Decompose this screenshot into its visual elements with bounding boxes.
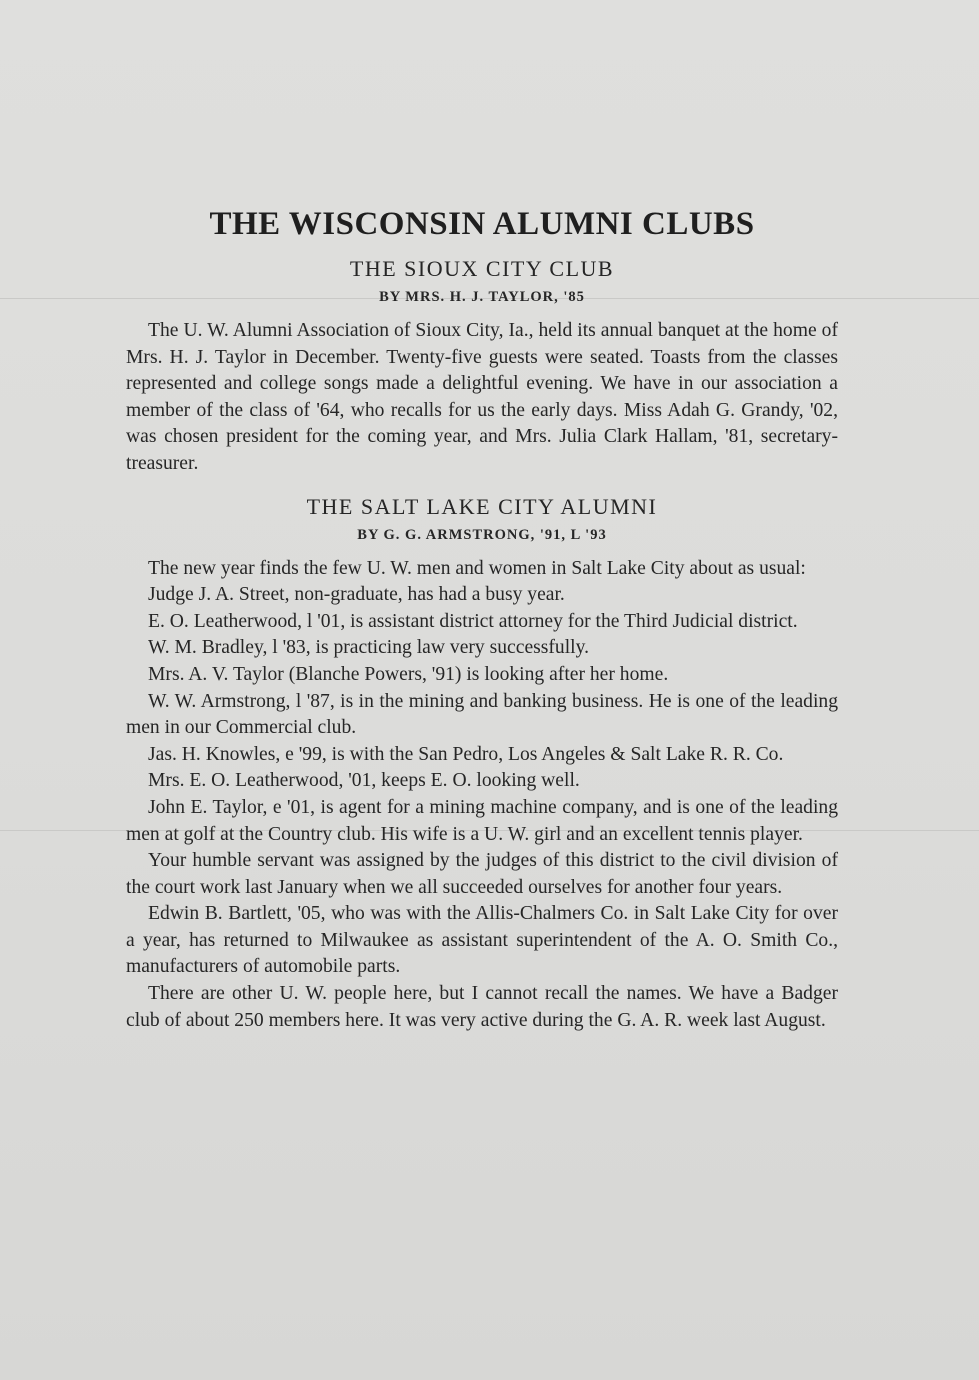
paragraph: W. W. Armstrong, l '87, is in the mining and banking business. He is one of the leading men in our Commercial club. <box>126 690 838 739</box>
section-byline: BY MRS. H. J. TAYLOR, '85 <box>379 289 585 305</box>
section-byline: BY G. G. ARMSTRONG, '91, L '93 <box>357 526 607 543</box>
section-heading: THE SIOUX CITY CLUB <box>349 256 615 281</box>
paragraph: Mrs. E. O. Leatherwood, '01, keeps E. O. looking well. <box>148 770 580 792</box>
page-title: THE WISCONSIN ALUMNI CLUBS <box>209 206 755 242</box>
paragraph: E. O. Leatherwood, l '01, is assistant district attorney for the Third Judicial district. <box>148 610 798 632</box>
paragraph: The U. W. Alumni Association of Sioux City, Ia., held its annual banquet at the home of Mrs. H. J. Taylor in December. Twenty-five guests were seated. Toasts from the classes represented and college songs made a delightful evening. We have in our association a member of the class of '64, who recalls for us the early days. Miss Adah G. Grandy, '02, was chosen president for the coming year, and Mrs. Julia Clark Hallam, '81, secretary-treasurer. <box>126 320 838 474</box>
paragraph: Jas. H. Knowles, e '99, is with the San Pedro, Los Angeles & Salt Lake R. R. Co. <box>148 743 784 765</box>
paragraph: Judge J. A. Street, non-graduate, has had a busy year. <box>148 584 565 606</box>
section-heading: THE SALT LAKE CITY ALUMNI <box>306 493 658 519</box>
paragraph: Your humble servant was assigned by the judges of this district to the civil division of the court work last January when we all succeeded ourselves for another four years. <box>126 850 838 898</box>
paragraph: There are other U. W. people here, but I cannot recall the names. We have a Badger club of about 250 members here. It was very active during the G. A. R. week last August. <box>126 983 838 1031</box>
article-column <box>126 200 838 1034</box>
paragraph: The new year finds the few U. W. men and women in Salt Lake City about as usual: <box>148 557 806 579</box>
paragraph: Edwin B. Bartlett, '05, who was with the Allis-Chalmers Co. in Salt Lake City for over a year, has returned to Milwaukee as assistant superintendent of the A. O. Smith Co., manufacturers of automobile parts. <box>126 903 838 978</box>
paragraph: W. M. Bradley, l '83, is practicing law very successfully. <box>148 637 590 659</box>
section-sioux-city <box>126 254 838 478</box>
section-salt-lake-city <box>126 492 838 1035</box>
paragraph: John E. Taylor, e '01, is agent for a mining machine company, and is one of the leading men at golf at the Country club. His wife is a U. W. girl and an excellent tennis player. <box>126 796 838 845</box>
paragraph: Mrs. A. V. Taylor (Blanche Powers, '91) is looking after her home. <box>148 663 669 685</box>
